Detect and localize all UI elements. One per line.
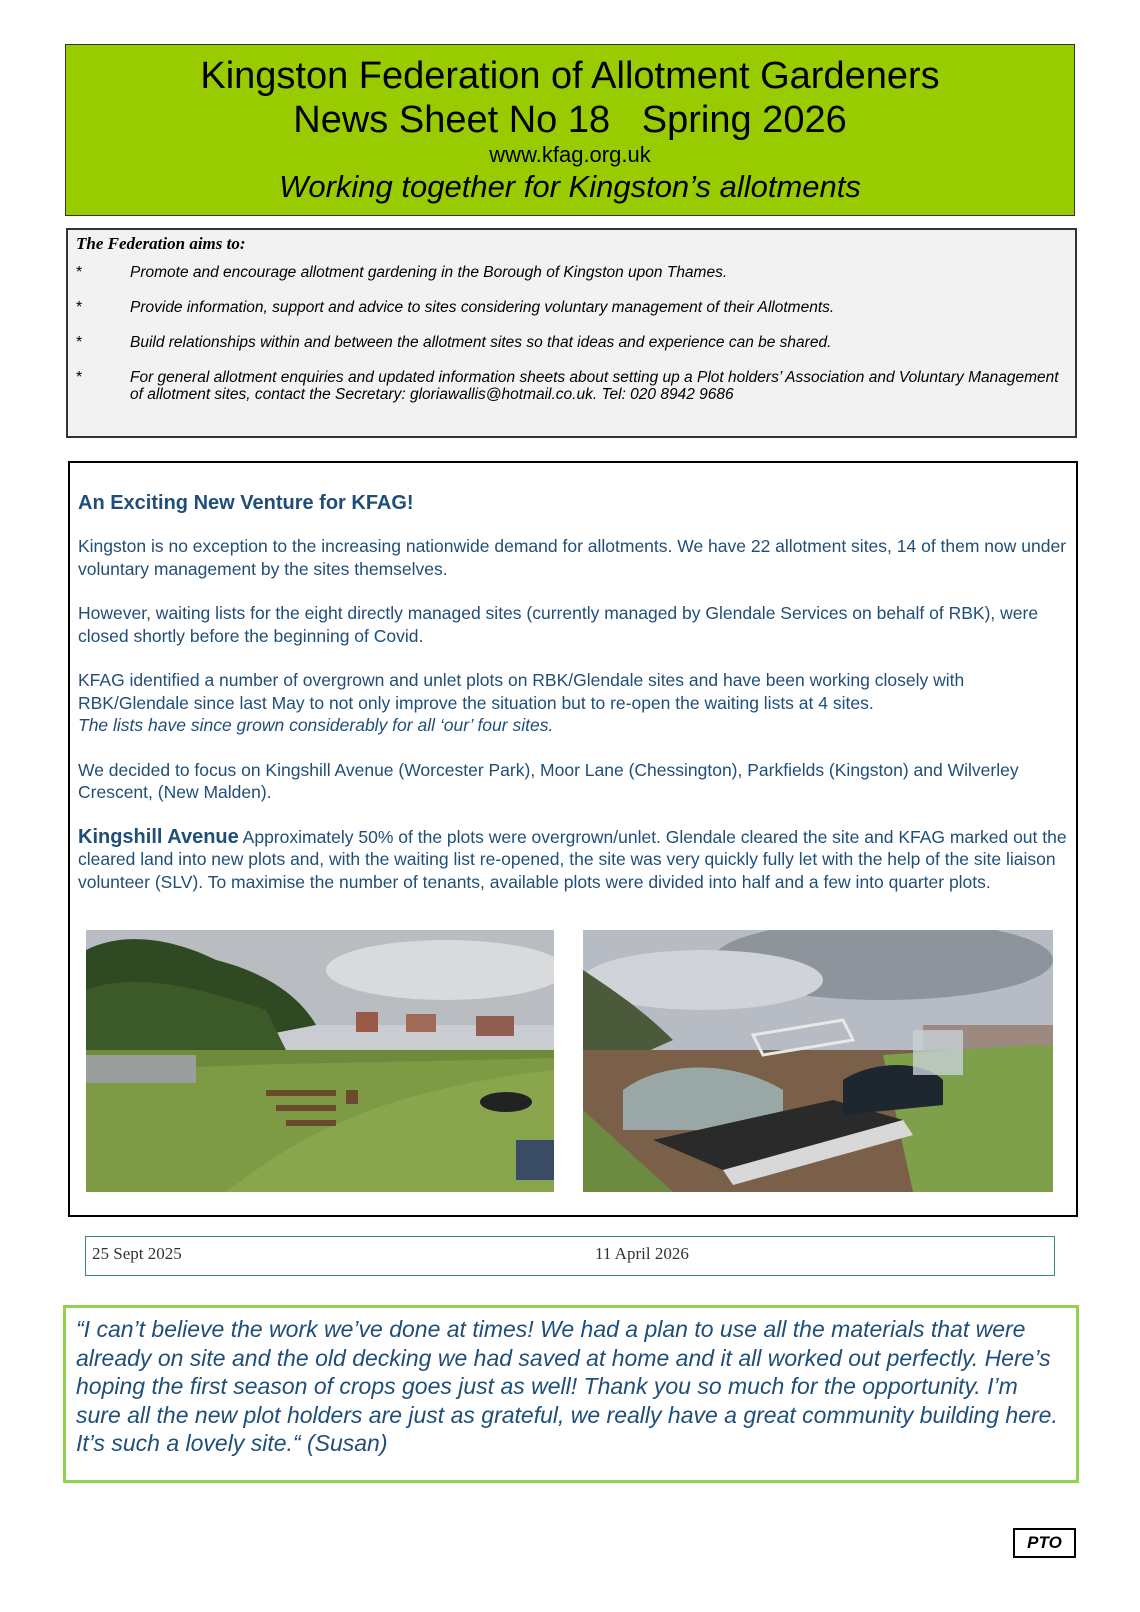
- bullet-asterisk-icon: *: [76, 334, 83, 351]
- aims-item-text: Promote and encourage allotment gardening in the Borough of Kingston upon Thames.: [130, 264, 728, 281]
- bullet-asterisk-icon: *: [76, 369, 83, 386]
- article-paragraph-text: Approximately 50% of the plots were overgrown/unlet. Glendale cleared the site and KFAG marked out the cleared land into new plots and, with the waiting list re-opened, the site was very quickly fully let with the help of the site liaison volunteer (SLV). To maximise the number of tenants, available plots were divided into half and a few into quarter plots.: [78, 826, 1067, 892]
- article-title: An Exciting New Venture for KFAG!: [78, 492, 414, 514]
- aims-heading: The Federation aims to:: [76, 234, 246, 253]
- aims-item-text: Provide information, support and advice to sites considering voluntary management of their Allotments.: [130, 299, 835, 316]
- header-subtitle: News Sheet No 18 Spring 2026: [293, 99, 847, 141]
- article-paragraph: Kingston is no exception to the increasing nationwide demand for allotments. We have 22 allotment sites, 14 of them now under voluntary management by the sites themselves.: [78, 536, 1067, 579]
- article-paragraph: [78, 826, 1068, 894]
- website-link[interactable]: www.kfag.org.uk: [489, 142, 651, 167]
- testimonial-quote: “I can’t believe the work we’ve done at times! We had a plan to use all the materials that were already on site and the old decking we had saved at home and it all worked out perfectly. Here’s hoping the first season of crops goes just as well! Thank you so much for the opportunity. I’m sure all the new plot holders are just as grateful, we really have a great community building here. It’s such a lovely site.“ (Susan): [63, 1305, 1079, 1483]
- bullet-asterisk-icon: *: [76, 299, 83, 316]
- cleared-allotment-image: [583, 930, 1053, 1192]
- pto-label: PTO: [1013, 1528, 1076, 1558]
- aims-item-text: Build relationships within and between the allotment sites so that ideas and experience can be shared.: [130, 334, 832, 351]
- article-italic-note: The lists have since grown considerably for all ‘our’ four sites.: [78, 715, 554, 735]
- before-photo-date: 25 Sept 2025: [92, 1244, 182, 1263]
- aims-item: [76, 369, 1067, 403]
- aims-item-text: For general allotment enquiries and updated information sheets about setting up a Plot holders’ Association and Voluntary Management of allotment sites, contact the Secretary: gloriawallis@hotmail.co.uk. Tel: 020 8942 9686: [130, 369, 1059, 403]
- federation-aims-box: [66, 228, 1077, 438]
- after-photo: [583, 930, 1053, 1192]
- article-paragraph-text: KFAG identified a number of overgrown and unlet plots on RBK/Glendale sites and have been working closely with RBK/Glendale since last May to not only improve the situation but to re-open the waiting lists at 4 sites.: [78, 670, 965, 713]
- aims-item: [76, 299, 1067, 316]
- header-tagline: Working together for Kingston’s allotments: [279, 169, 861, 204]
- newsletter-header: [65, 44, 1075, 216]
- article-paragraph: However, waiting lists for the eight directly managed sites (currently managed by Glendale Services on behalf of RBK), were closed shortly before the beginning of Covid.: [78, 603, 1039, 646]
- bullet-asterisk-icon: *: [76, 264, 83, 281]
- photo-dates-caption: [85, 1236, 1055, 1276]
- before-photo: [86, 930, 554, 1192]
- aims-item: [76, 334, 1067, 351]
- aims-item: [76, 264, 1067, 281]
- header-title: Kingston Federation of Allotment Gardeners: [200, 55, 940, 97]
- after-photo-date: 11 April 2026: [595, 1244, 689, 1263]
- overgrown-allotment-image: [86, 930, 554, 1192]
- article-paragraph: We decided to focus on Kingshill Avenue (Worcester Park), Moor Lane (Chessington), Parkfields (Kingston) and Wilverley Crescent, (New Malden).: [78, 759, 1019, 802]
- site-name-heading: Kingshill Avenue: [78, 825, 239, 848]
- article-paragraph: [78, 669, 1068, 737]
